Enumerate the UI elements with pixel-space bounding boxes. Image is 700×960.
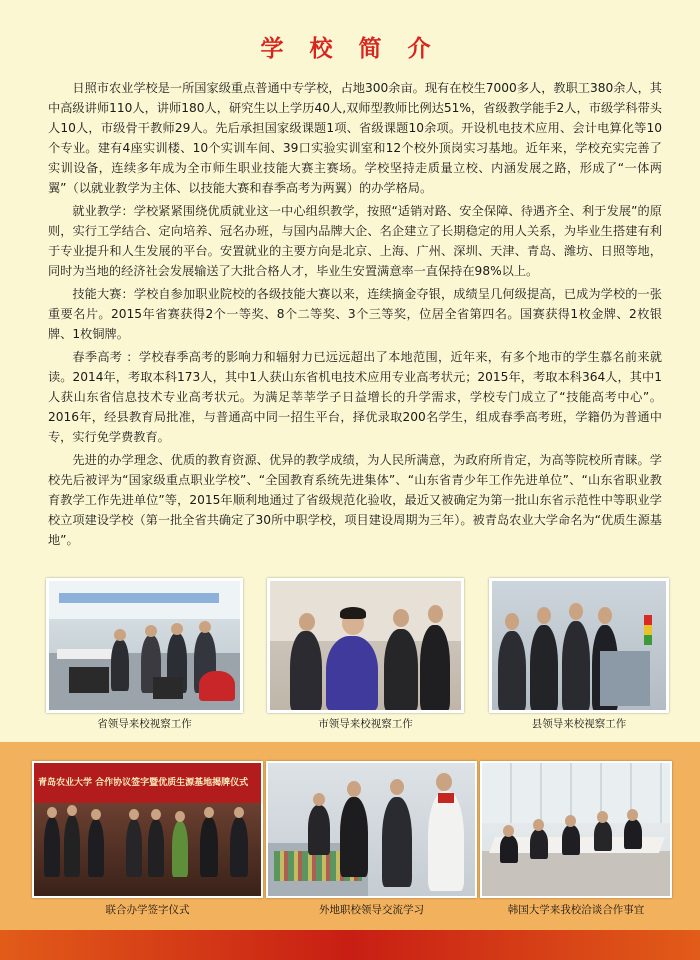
caption-provincial-leaders: 省领导来校视察工作	[97, 718, 192, 730]
paragraph-skills-contest: 技能大赛：学校自参加职业院校的各级技能大赛以来，连续摘金夺银，成绩呈几何级提高，已成为学校的一张重要名片。2015年省赛获得2个一等奖、8个二等奖、3个三等奖，位居全省第四名。国赛获得1枚金牌、2枚银牌、1枚铜牌。	[48, 287, 662, 341]
caption-county-leaders: 县领导来校视察工作	[531, 718, 627, 730]
photo-joint-signing	[32, 761, 263, 898]
caption-visiting-schools: 外地职校领导交流学习	[319, 904, 424, 916]
page-title: 学 校 简 介	[260, 36, 440, 62]
photo-visiting-schools	[266, 761, 477, 898]
caption-korean-university: 韩国大学来我校洽谈合作事宜	[507, 904, 645, 916]
bottom-strip	[0, 930, 700, 960]
caption-city-leaders: 市领导来校视察工作	[318, 718, 413, 730]
paragraph-spring-exam: 春季高考 ：学校春季高考的影响力和辐射力已远远超出了本地范围，近年来，有多个地市的学生慕名前来就读。2014年，考取本科173人，其中1人获山东省机电技术应用专业高考状元；2015年，考取本科364人，其中1人获山东省信息技术专业高考状元。为满足莘莘学子日益增长的升学需求，学校专门成立了“技能高考中心”。2016年，经县教育局批准，与普通高中同一招生平台，择优录取200名学生，组成春季高考班，学籍仍为普通中专，实行免学费教育。	[48, 350, 662, 444]
paragraph-employment: 就业教学：学校紧紧围绕优质就业这一中心组织教学，按照“适销对路、安全保障、待遇齐全、利于发展”的原则，实行工学结合、定向培养、冠名办班，与国内品牌大企、名企建立了长期稳定的用人关系，为毕业生搭建有利于专业提升和人生发展的平台。安置就业的主要方向是北京、上海、广州、深圳、天津、青岛、潍坊、日照等地，同时为当地的经济社会发展输送了大批合格人才，毕业生安置满意率一直保持在98%以上。	[48, 204, 662, 278]
intro-text	[48, 78, 662, 553]
paragraph-overview: 日照市农业学校是一所国家级重点普通中专学校，占地300余亩。现有在校生7000多人，教职工380余人，其中高级讲师110人，讲师180人，研究生以上学历40人,双师型教师比例达51%，省级教学能手2人，市级学科带头人10人，市级骨干教师29人。先后承担国家级课题1项、省级课题10余项。开设机电技术应用、会计电算化等10个专业。建有4座实训楼、10个实训车间、39口实验实训室和12个校外顶岗实习基地。近年来，学校充实完善了实训设备，连续多年成为全市师生职业技能大赛主赛场。学校坚持走质量立校、内涵发展之路，形成了“一体两翼”（以就业教学为主体、以技能大赛和春季高考为两翼）的办学格局。	[48, 81, 662, 195]
photo-korean-university	[480, 761, 672, 898]
caption-joint-signing: 联合办学签字仪式	[105, 904, 190, 916]
paragraph-honors: 先进的办学理念、优质的教育资源、优异的教学成绩，为人民所满意，为政府所肯定，为高等院校所青睐。学校先后被评为“国家级重点职业学校”、“全国教育系统先进集体”、“山东省青少年工作先进单位”、“山东省职业教育教学工作先进单位”等，2015年顺利地通过了省级规范化验收，最近又被确定为第一批山东省示范性中等职业学校立项建设学校（第一批全省共确定了30所中职学校，项目建设周期为三年）。被青岛农业大学命名为“优质生源基地”。	[48, 453, 662, 547]
photo-county-leaders	[489, 578, 669, 713]
banner-text: 青岛农业大学 合作协议签字暨优质生源基地揭牌仪式	[38, 778, 249, 788]
photo-provincial-leaders	[46, 578, 243, 713]
photo-city-leaders	[267, 578, 464, 713]
